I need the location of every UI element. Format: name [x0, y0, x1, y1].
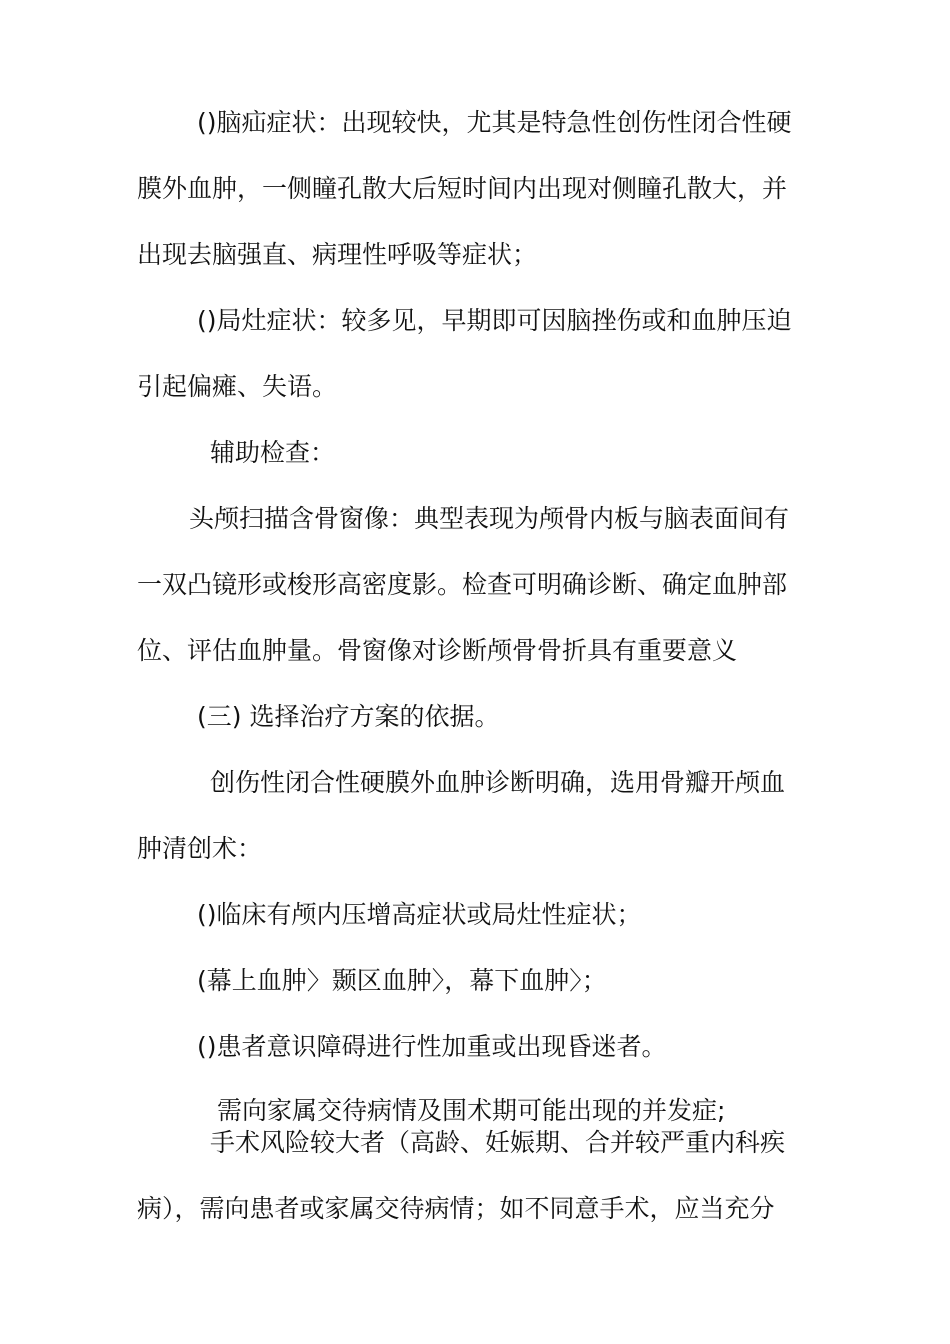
text-line: 头颅扫描含骨窗像：典型表现为颅骨内板与脑表面间有 — [189, 504, 790, 533]
text-line: 出现去脑强直、病理性呼吸等症状； — [137, 240, 538, 269]
text-line: ()脑疝症状：出现较快，尤其是特急性创伤性闭合性硬 — [197, 108, 792, 137]
text-line: 需向家属交待病情及围术期可能出现的并发症; — [217, 1096, 726, 1125]
text-line: 引起偏瘫、失语。 — [137, 372, 338, 401]
text-line: 手术风险较大者（高龄、妊娠期、合并较严重内科疾 — [210, 1128, 786, 1157]
text-line: 膜外血肿，一侧瞳孔散大后短时间内出现对侧瞳孔散大，并 — [137, 174, 788, 203]
section-heading: (三) 选择治疗方案的依据。 — [197, 702, 500, 731]
text-line: (幕上血肿〉颞区血肿〉，幕下血肿〉； — [197, 966, 607, 995]
text-line: 病），需向患者或家属交待病情；如不同意手术，应当充分 — [137, 1194, 775, 1223]
section-heading: 辅助检查： — [210, 438, 336, 467]
text-line: ()临床有颅内压增高症状或局灶性症状； — [197, 900, 642, 929]
text-line: 创伤性闭合性硬膜外血肿诊断明确，选用骨瓣开颅血 — [210, 768, 786, 797]
text-line: 一双凸镜形或梭形高密度影。检查可明确诊断、确定血肿部 — [137, 570, 788, 599]
text-line: 肿清创术： — [137, 834, 263, 863]
text-line: 位、评估血肿量。骨窗像对诊断颅骨骨折具有重要意义 — [137, 636, 738, 665]
text-line: ()患者意识障碍进行性加重或出现昏迷者。 — [197, 1032, 667, 1061]
text-line: ()局灶症状：较多见，早期即可因脑挫伤或和血肿压迫 — [197, 306, 792, 335]
